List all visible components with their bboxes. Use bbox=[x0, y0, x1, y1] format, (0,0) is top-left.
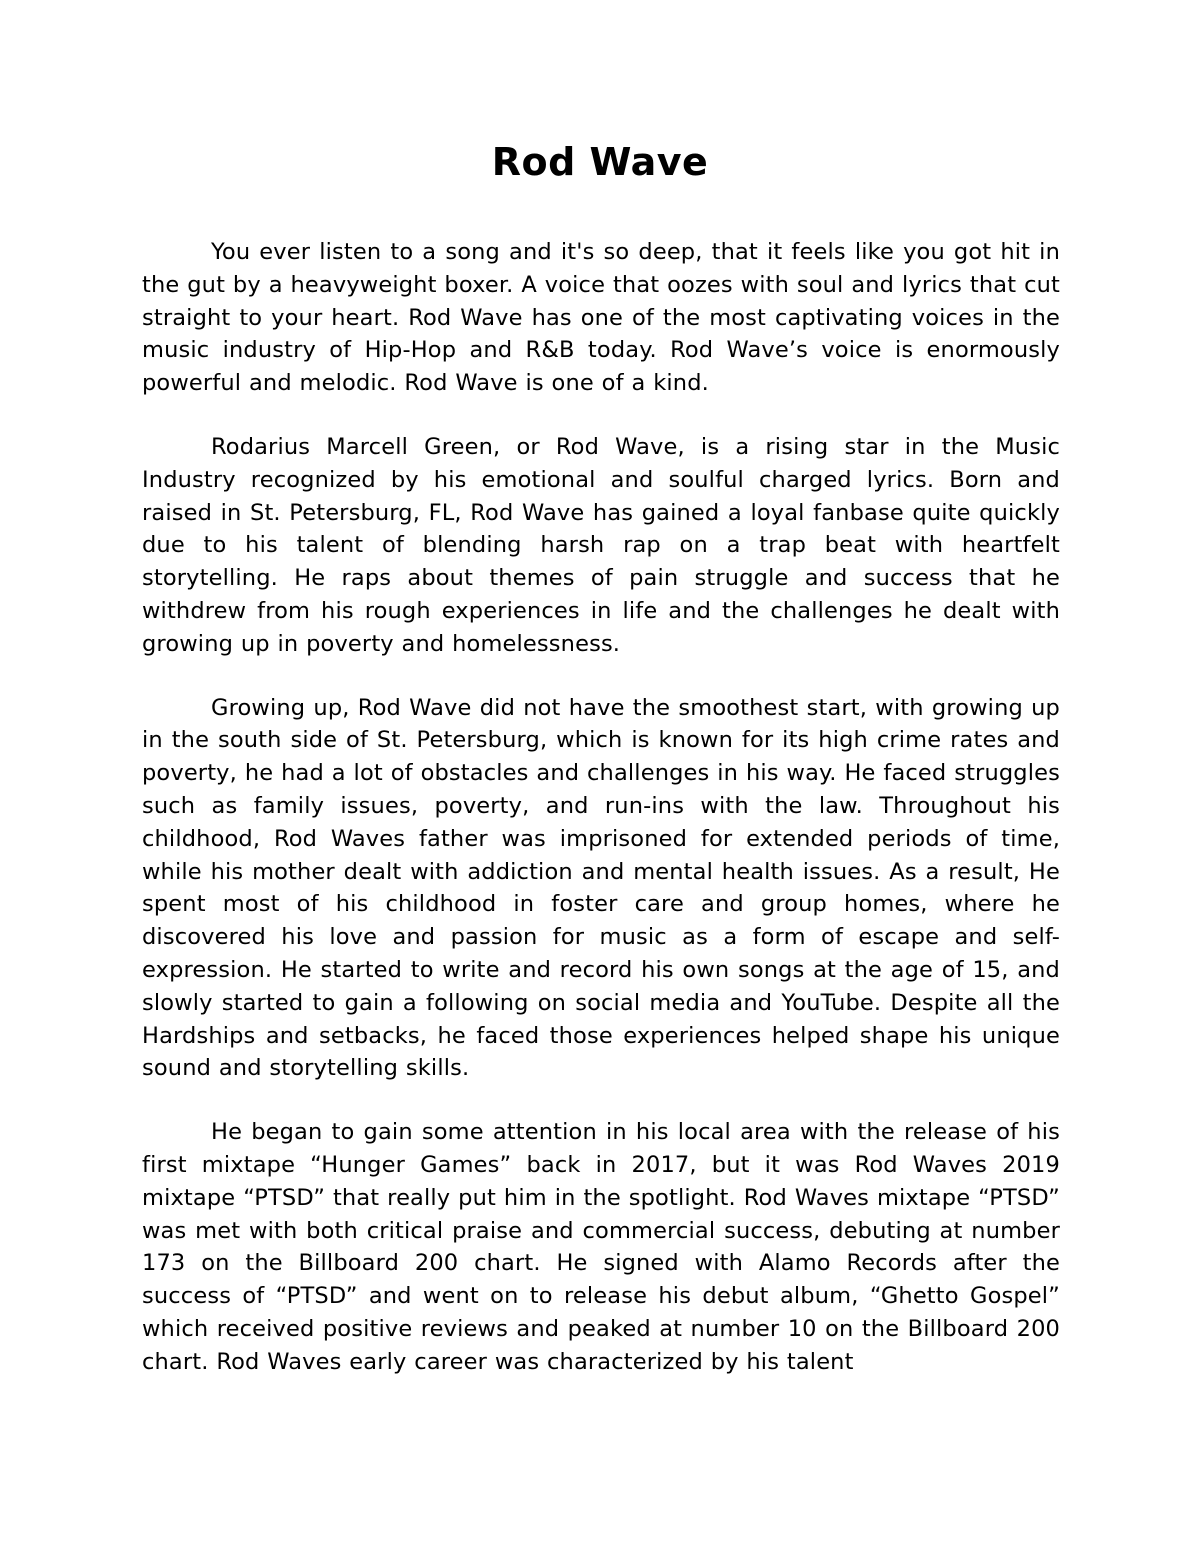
paragraph: Growing up, Rod Wave did not have the smoothest start, with growing up in the south side of St. Petersburg, which is known for its high crime rates and poverty, he had a lot of obstacles and challenges in his way. He faced struggles such as family issues, poverty, and run-ins with the law. Throughout his childhood, Rod Waves father was imprisoned for extended periods of time, while his mother dealt with addiction and mental health issues. As a result, He spent most of his childhood in foster care and group homes, where he discovered his love and passion for music as a form of escape and self-expression. He started to write and record his own songs at the age of 15, and slowly started to gain a following on social media and YouTube. Despite all the Hardships and setbacks, he faced those experiences helped shape his unique sound and storytelling skills. bbox=[142, 694, 1060, 1082]
document-title: Rod Wave bbox=[491, 140, 709, 184]
paragraph: Rodarius Marcell Green, or Rod Wave, is a rising star in the Music Industry recognized by his emotional and soulful charged lyrics. Born and raised in St. Petersburg, FL, Rod Wave has gained a loyal fanbase quite quickly due to his talent of blending harsh rap on a trap beat with heartfelt storytelling. He raps about themes of pain struggle and success that he withdrew from his rough experiences in life and the challenges he dealt with growing up in poverty and homelessness. bbox=[142, 433, 1060, 657]
paragraph: You ever listen to a song and it's so deep, that it feels like you got hit in the gut by a heavyweight boxer. A voice that oozes with soul and lyrics that cut straight to your heart. Rod Wave has one of the most captivating voices in the music industry of Hip-Hop and R&B today. Rod Wave’s voice is enormously powerful and melodic. Rod Wave is one of a kind. bbox=[142, 239, 1060, 397]
document-body bbox=[142, 236, 1060, 1410]
paragraph: He began to gain some attention in his local area with the release of his first mixtape “Hunger Games” back in 2017, but it was Rod Waves 2019 mixtape “PTSD” that really put him in the spotlight. Rod Waves mixtape “PTSD” was met with both critical praise and commercial success, debuting at number 173 on the Billboard 200 chart. He signed with Alamo Records after the success of “PTSD” and went on to release his debut album, “Ghetto Gospel” which received positive reviews and peaked at number 10 on the Billboard 200 chart. Rod Waves early career was characterized by his talent bbox=[142, 1119, 1060, 1375]
